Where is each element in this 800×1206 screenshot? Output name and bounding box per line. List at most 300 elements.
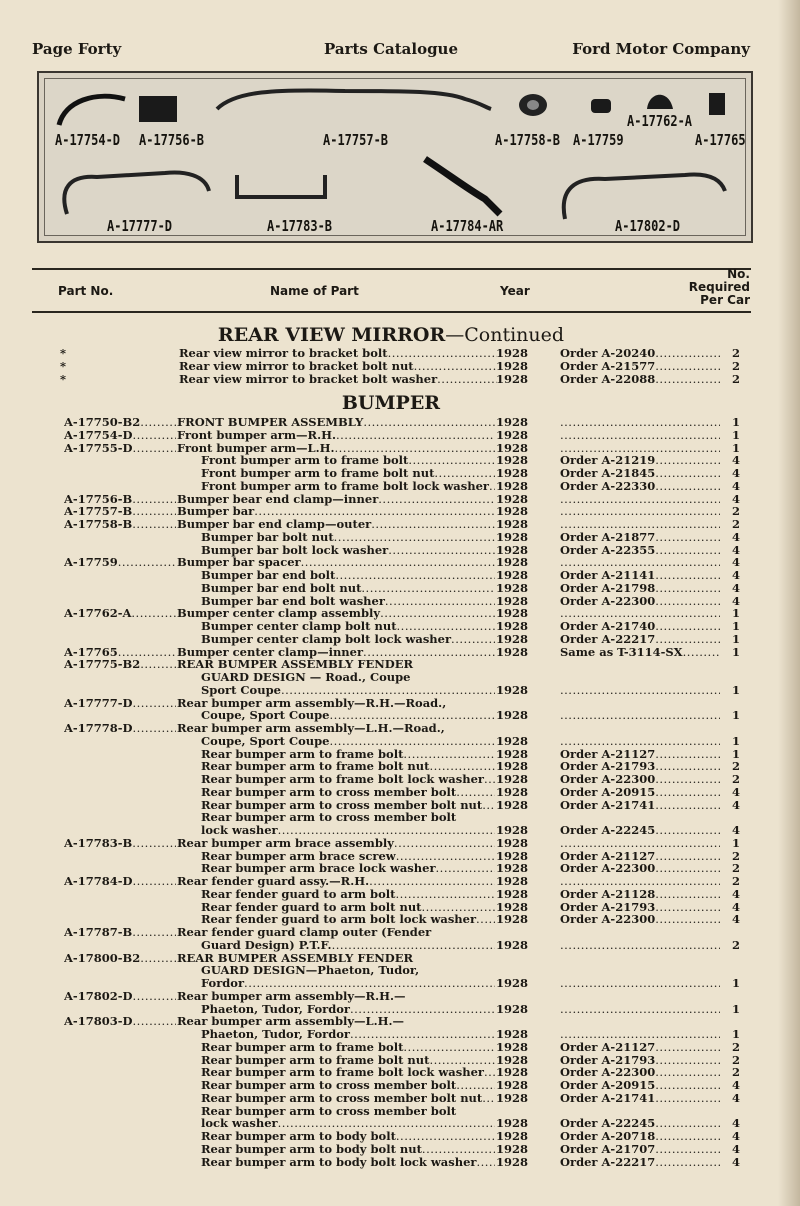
part-year: 1928 bbox=[496, 492, 529, 506]
part-number: A-17777-D ..... bbox=[64, 697, 176, 710]
part-name: Rear bumper arm to body bolt nut ..... bbox=[201, 1143, 495, 1156]
part-name: Bumper bar end bolt washer ..... bbox=[201, 595, 495, 608]
part-year: 1928 bbox=[496, 467, 529, 480]
part-year: 1928 bbox=[496, 900, 529, 914]
parts-row bbox=[0, 1117, 782, 1130]
part-year: 1928 bbox=[496, 785, 529, 799]
part-name: Bumper bar end clamp—outer ..... bbox=[177, 518, 495, 531]
part-name: Bumper bar bolt lock washer ..... bbox=[201, 544, 495, 557]
part-year: 1928 bbox=[496, 862, 529, 876]
order-ref: Order A-21577 ..... bbox=[560, 360, 720, 373]
part-year: 1928 bbox=[496, 645, 529, 659]
qty-required: 4 bbox=[731, 467, 740, 480]
plate-label: A-17783-B bbox=[267, 217, 333, 235]
parts-row bbox=[0, 544, 782, 557]
parts-row bbox=[0, 620, 782, 633]
part-number: A-17755-D ..... bbox=[64, 442, 176, 455]
part-year: 1928 bbox=[496, 1053, 529, 1067]
qty-required: 4 bbox=[731, 887, 740, 901]
parts-row bbox=[0, 646, 782, 659]
part-year: 1928 bbox=[496, 359, 529, 373]
qty-required: 4 bbox=[731, 1142, 740, 1156]
part-year: 1928 bbox=[496, 1066, 529, 1080]
parts-row bbox=[0, 531, 782, 544]
order-ref: Order A-20915 ..... bbox=[560, 786, 720, 799]
part-name: Bumper center clamp—inner ..... bbox=[177, 646, 495, 659]
part-drawing-17765 bbox=[709, 93, 725, 115]
part-year: 1928 bbox=[496, 760, 529, 774]
parts-row bbox=[0, 607, 782, 620]
part-year: 1928 bbox=[496, 505, 529, 519]
part-name: Rear bumper arm to body bolt lock washer ..... bbox=[201, 1156, 495, 1169]
part-year: 1928 bbox=[496, 607, 529, 621]
part-year: 1928 bbox=[496, 1028, 529, 1041]
part-name: Rear bumper arm assembly—L.H.— bbox=[177, 1015, 404, 1029]
qty-required: 1 bbox=[731, 747, 740, 761]
order-ref bbox=[560, 684, 720, 697]
part-name: Rear bumper arm to frame bolt nut ..... bbox=[201, 1054, 495, 1067]
order-ref: Order A-21141 ..... bbox=[560, 569, 720, 582]
part-name: Rear bumper arm to frame bolt ..... bbox=[201, 748, 495, 761]
part-year: 1928 bbox=[496, 518, 529, 531]
parts-drawings bbox=[45, 79, 749, 239]
col-name-of-part: Name of Part bbox=[270, 284, 359, 298]
part-name: Rear fender guard to arm bolt lock washer ..... bbox=[201, 913, 495, 926]
order-ref: Order A-21740 ..... bbox=[560, 620, 720, 633]
part-year: 1928 bbox=[496, 977, 529, 990]
order-ref: Order A-20915 ..... bbox=[560, 1079, 720, 1092]
part-number: A-17778-D ..... bbox=[64, 722, 176, 735]
plate-label: A-17765 bbox=[695, 131, 746, 149]
order-ref bbox=[560, 493, 720, 506]
qty-required: 2 bbox=[731, 359, 740, 373]
order-ref: Order A-21793 ..... bbox=[560, 760, 720, 773]
order-ref bbox=[560, 505, 720, 518]
qty-required: 4 bbox=[731, 581, 740, 595]
parts-row bbox=[0, 977, 782, 990]
part-drawing-17756 bbox=[139, 96, 177, 122]
qty-required: 1 bbox=[731, 620, 740, 633]
parts-row bbox=[0, 939, 782, 952]
parts-row bbox=[0, 1041, 782, 1054]
catalogue-title: Parts Catalogue bbox=[323, 40, 459, 58]
part-number: A-17750-B2 ..... bbox=[64, 416, 176, 429]
order-ref bbox=[560, 939, 720, 952]
part-year: 1928 bbox=[496, 428, 529, 442]
part-year: 1928 bbox=[496, 709, 529, 723]
part-name: lock washer ..... bbox=[201, 824, 495, 837]
order-ref: Order A-22088 ..... bbox=[560, 373, 720, 386]
parts-row bbox=[0, 760, 782, 773]
order-ref: Order A-21707 ..... bbox=[560, 1143, 720, 1156]
part-name: Bumper bar end bolt ..... bbox=[201, 569, 495, 582]
part-number: A-17765 ..... bbox=[64, 646, 176, 659]
part-name: Bumper bar spacer ..... bbox=[177, 556, 495, 569]
part-year: 1928 bbox=[496, 1040, 529, 1054]
order-ref: Order A-20718 ..... bbox=[560, 1130, 720, 1143]
parts-row bbox=[0, 799, 782, 812]
part-year: 1928 bbox=[496, 824, 529, 837]
part-year: 1928 bbox=[496, 581, 529, 595]
part-year: 1928 bbox=[496, 887, 529, 901]
parts-row bbox=[0, 952, 782, 965]
part-name: Rear bumper arm to cross member bolt nut ..... bbox=[201, 1092, 495, 1105]
part-number: * bbox=[60, 347, 67, 360]
parts-row bbox=[0, 773, 782, 786]
part-name: Front bumper arm—L.H. ..... bbox=[177, 442, 495, 455]
part-year: 1928 bbox=[496, 1155, 529, 1169]
order-ref: Order A-21877 ..... bbox=[560, 531, 720, 544]
part-year: 1928 bbox=[496, 594, 529, 608]
mirror-title: REAR VIEW MIRROR bbox=[217, 324, 446, 346]
parts-row bbox=[0, 1079, 782, 1092]
part-drawing-17777 bbox=[64, 173, 209, 214]
parts-row bbox=[0, 786, 782, 799]
part-drawing-17802 bbox=[564, 175, 725, 219]
order-ref: Order A-22300 ..... bbox=[560, 773, 720, 786]
order-ref: Order A-21219 ..... bbox=[560, 454, 720, 467]
order-ref: Order A-22217 ..... bbox=[560, 1156, 720, 1169]
part-year: 1928 bbox=[496, 556, 529, 570]
part-name: Rear fender guard to arm bolt ..... bbox=[201, 888, 495, 901]
parts-row bbox=[0, 582, 782, 595]
parts-row bbox=[0, 1143, 782, 1156]
part-drawing-17754 bbox=[59, 96, 125, 125]
parts-row bbox=[0, 1003, 782, 1016]
header-rule-top bbox=[32, 268, 751, 270]
part-drawing-17762 bbox=[647, 95, 673, 109]
qty-required: 4 bbox=[731, 824, 740, 837]
order-ref bbox=[560, 518, 720, 531]
qty-required: 4 bbox=[731, 454, 740, 468]
parts-row bbox=[0, 1054, 782, 1067]
part-year: 1928 bbox=[496, 1130, 529, 1143]
order-ref bbox=[560, 875, 720, 888]
part-name: REAR BUMPER ASSEMBLY FENDER bbox=[177, 951, 414, 965]
order-ref: Order A-22330 ..... bbox=[560, 480, 720, 493]
qty-required: 1 bbox=[731, 1002, 740, 1016]
company-name: Ford Motor Company bbox=[572, 40, 750, 58]
part-name: Rear bumper arm to body bolt ..... bbox=[201, 1130, 495, 1143]
parts-row bbox=[0, 442, 782, 455]
col-req-line2: Required bbox=[688, 280, 750, 294]
part-year: 1928 bbox=[496, 747, 529, 761]
order-ref bbox=[560, 837, 720, 850]
parts-row bbox=[0, 671, 782, 684]
part-name: Rear fender guard clamp outer (Fender bbox=[177, 926, 432, 939]
part-year: 1928 bbox=[496, 875, 529, 888]
parts-row bbox=[0, 1156, 782, 1169]
part-name: Phaeton, Tudor, Fordor ..... bbox=[201, 1003, 495, 1016]
parts-row bbox=[0, 467, 782, 480]
part-name: Rear bumper arm brace lock washer ..... bbox=[201, 862, 495, 875]
qty-required: 2 bbox=[731, 875, 740, 888]
part-year: 1928 bbox=[496, 913, 529, 927]
part-number: A-17762-A ..... bbox=[64, 607, 176, 620]
qty-required: 4 bbox=[731, 1130, 740, 1143]
qty-required: 1 bbox=[731, 645, 740, 659]
part-name: Rear bumper arm to frame bolt lock washer ..... bbox=[201, 1066, 495, 1079]
qty-required: 1 bbox=[731, 416, 740, 429]
part-name: Front bumper arm to frame bolt ..... bbox=[201, 454, 495, 467]
col-year: Year bbox=[500, 284, 530, 298]
part-year: 1928 bbox=[496, 479, 529, 493]
parts-row bbox=[0, 556, 782, 569]
parts-row bbox=[0, 480, 782, 493]
order-ref: Order A-22300 ..... bbox=[560, 913, 720, 926]
part-year: 1928 bbox=[496, 620, 529, 633]
qty-required: 4 bbox=[731, 1091, 740, 1105]
qty-required: 4 bbox=[731, 1155, 740, 1169]
part-year: 1928 bbox=[496, 1002, 529, 1016]
parts-row bbox=[0, 811, 782, 824]
parts-illustration-plate bbox=[37, 71, 753, 243]
part-number: A-17756-B ..... bbox=[64, 493, 176, 506]
part-drawing-17784 bbox=[425, 159, 500, 214]
order-ref: Order A-21798 ..... bbox=[560, 582, 720, 595]
col-part-no: Part No. bbox=[58, 284, 114, 298]
qty-required: 2 bbox=[731, 1053, 740, 1067]
part-name: Bumper bear end clamp—inner ..... bbox=[177, 493, 495, 506]
parts-row bbox=[0, 1105, 782, 1118]
parts-row bbox=[0, 633, 782, 646]
part-number: A-17759 ..... bbox=[64, 556, 176, 569]
part-name: Coupe, Sport Coupe ..... bbox=[201, 735, 495, 748]
qty-required: 4 bbox=[731, 1117, 740, 1131]
parts-row bbox=[0, 1015, 782, 1028]
parts-row bbox=[0, 901, 782, 914]
order-ref bbox=[560, 977, 720, 990]
qty-required: 1 bbox=[731, 977, 740, 990]
part-drawing-17758-hole bbox=[527, 100, 539, 110]
part-year: 1928 bbox=[496, 938, 529, 952]
header-rule-bottom bbox=[32, 311, 751, 313]
qty-required: 1 bbox=[731, 836, 740, 850]
qty-required: 4 bbox=[731, 785, 740, 799]
qty-required: 2 bbox=[731, 518, 740, 531]
part-number: A-17802-D ..... bbox=[64, 990, 176, 1003]
part-number: A-17784-D ..... bbox=[64, 875, 176, 888]
parts-row bbox=[0, 850, 782, 863]
order-ref: Order A-21793 ..... bbox=[560, 1054, 720, 1067]
part-name: Bumper center clamp bolt nut ..... bbox=[201, 620, 495, 633]
order-ref bbox=[560, 442, 720, 455]
parts-row bbox=[0, 416, 782, 429]
part-name: Sport Coupe ..... bbox=[201, 684, 495, 697]
qty-required: 2 bbox=[731, 347, 740, 360]
part-name: Rear bumper arm assembly—L.H.—Road., bbox=[177, 722, 445, 735]
part-name: Rear bumper arm to cross member bolt ..... bbox=[201, 786, 495, 799]
part-name: Rear bumper arm to cross member bolt ..... bbox=[201, 1079, 495, 1092]
qty-required: 4 bbox=[731, 479, 740, 493]
qty-required: 2 bbox=[731, 372, 740, 386]
parts-row bbox=[0, 518, 782, 531]
order-ref: Order A-21741 ..... bbox=[560, 799, 720, 812]
parts-row bbox=[0, 684, 782, 697]
parts-row bbox=[0, 862, 782, 875]
part-name: Rear view mirror to bracket bolt ..... bbox=[179, 347, 497, 360]
part-year: 1928 bbox=[496, 530, 529, 544]
parts-row bbox=[0, 360, 782, 373]
part-name: Front bumper arm to frame bolt nut ..... bbox=[201, 467, 495, 480]
part-year: 1928 bbox=[496, 441, 529, 455]
part-name: Bumper bar end bolt nut ..... bbox=[201, 582, 495, 595]
qty-required: 1 bbox=[731, 1028, 740, 1041]
part-number: A-17754-D ..... bbox=[64, 429, 176, 442]
part-name: Rear bumper arm to frame bolt lock washer ..... bbox=[201, 773, 495, 786]
qty-required: 1 bbox=[731, 734, 740, 748]
parts-row bbox=[0, 837, 782, 850]
part-year: 1928 bbox=[496, 347, 529, 360]
order-ref bbox=[560, 429, 720, 442]
part-year: 1928 bbox=[496, 1079, 529, 1092]
parts-row bbox=[0, 748, 782, 761]
plate-label: A-17762-A bbox=[627, 112, 693, 130]
parts-row bbox=[0, 1092, 782, 1105]
part-drawing-17757 bbox=[217, 90, 491, 109]
parts-row bbox=[0, 373, 782, 386]
part-name: FRONT BUMPER ASSEMBLY ..... bbox=[177, 416, 495, 429]
qty-required: 4 bbox=[731, 900, 740, 914]
part-name: Rear bumper arm to cross member bolt bbox=[201, 811, 457, 825]
col-req-line3: Per Car bbox=[700, 293, 750, 307]
part-name: Rear bumper arm assembly—R.H.— bbox=[177, 989, 406, 1003]
mirror-continued: —Continued bbox=[445, 324, 565, 346]
parts-row bbox=[0, 1028, 782, 1041]
order-ref: Order A-20240 ..... bbox=[560, 347, 720, 360]
part-number: A-17775-B2 ..... bbox=[64, 658, 176, 671]
parts-row bbox=[0, 709, 782, 722]
parts-row bbox=[0, 1066, 782, 1079]
qty-required: 4 bbox=[731, 569, 740, 582]
part-year: 1928 bbox=[496, 683, 529, 697]
qty-required: 1 bbox=[731, 428, 740, 442]
qty-required: 4 bbox=[731, 913, 740, 927]
part-name: Coupe, Sport Coupe ..... bbox=[201, 709, 495, 722]
plate-label: A-17756-B bbox=[139, 131, 205, 149]
parts-row bbox=[0, 347, 782, 360]
qty-required: 2 bbox=[731, 849, 740, 863]
parts-row bbox=[0, 888, 782, 901]
qty-required: 1 bbox=[731, 441, 740, 455]
order-ref: Order A-21127 ..... bbox=[560, 1041, 720, 1054]
parts-row bbox=[0, 429, 782, 442]
order-ref bbox=[560, 556, 720, 569]
part-name: Rear bumper arm brace assembly ..... bbox=[177, 837, 495, 850]
part-name: Rear view mirror to bracket bolt nut ..... bbox=[179, 360, 497, 373]
part-year: 1928 bbox=[496, 454, 529, 468]
order-ref: Order A-22217 ..... bbox=[560, 633, 720, 646]
part-number: A-17803-D ..... bbox=[64, 1015, 176, 1028]
qty-required: 1 bbox=[731, 607, 740, 621]
part-name: Bumper bar bolt nut ..... bbox=[201, 531, 495, 544]
qty-required: 2 bbox=[731, 773, 740, 786]
order-ref: Order A-22300 ..... bbox=[560, 595, 720, 608]
part-name: lock washer ..... bbox=[201, 1117, 495, 1130]
qty-required: 4 bbox=[731, 530, 740, 544]
parts-row bbox=[0, 658, 782, 671]
order-ref: Order A-21793 ..... bbox=[560, 901, 720, 914]
plate-label: A-17777-D bbox=[107, 217, 173, 235]
parts-row bbox=[0, 990, 782, 1003]
parts-row bbox=[0, 697, 782, 710]
part-year: 1928 bbox=[496, 543, 529, 557]
plate-label: A-17757-B bbox=[323, 131, 389, 149]
part-year: 1928 bbox=[496, 1117, 529, 1131]
part-name: Fordor ..... bbox=[201, 977, 495, 990]
qty-required: 4 bbox=[731, 543, 740, 557]
section-title-mirror bbox=[0, 324, 782, 346]
order-ref: Order A-21128 ..... bbox=[560, 888, 720, 901]
order-ref: Order A-22300 ..... bbox=[560, 862, 720, 875]
parts-row bbox=[0, 1130, 782, 1143]
part-year: 1928 bbox=[496, 1142, 529, 1156]
qty-required: 4 bbox=[731, 594, 740, 608]
parts-row bbox=[0, 735, 782, 748]
part-number: A-17800-B2 ..... bbox=[64, 952, 176, 965]
part-name: Rear fender guard assy.—R.H. ..... bbox=[177, 875, 495, 888]
order-ref: Order A-21127 ..... bbox=[560, 850, 720, 863]
part-year: 1928 bbox=[496, 734, 529, 748]
part-year: 1928 bbox=[496, 1091, 529, 1105]
plate-label: A-17802-D bbox=[615, 217, 681, 235]
order-ref bbox=[560, 1028, 720, 1041]
qty-required: 4 bbox=[731, 492, 740, 506]
part-name: Rear bumper arm brace screw ..... bbox=[201, 850, 495, 863]
order-ref: Order A-22245 ..... bbox=[560, 824, 720, 837]
part-name: REAR BUMPER ASSEMBLY FENDER bbox=[177, 658, 414, 672]
part-name: Bumper center clamp assembly ..... bbox=[177, 607, 495, 620]
plate-label: A-17759 bbox=[573, 131, 624, 149]
order-ref bbox=[560, 709, 720, 722]
part-name: Rear bumper arm to cross member bolt nut ..... bbox=[201, 799, 495, 812]
col-required-per-car bbox=[670, 268, 750, 307]
part-year: 1928 bbox=[496, 372, 529, 386]
parts-row bbox=[0, 964, 782, 977]
order-ref bbox=[560, 1003, 720, 1016]
section-title-bumper: BUMPER bbox=[341, 392, 441, 414]
parts-row bbox=[0, 505, 782, 518]
plate-label: A-17754-D bbox=[55, 131, 121, 149]
parts-row bbox=[0, 454, 782, 467]
part-year: 1928 bbox=[496, 569, 529, 582]
part-number: * bbox=[60, 372, 67, 386]
col-req-line1: No. bbox=[727, 267, 750, 281]
qty-required: 4 bbox=[731, 556, 740, 570]
part-year: 1928 bbox=[496, 836, 529, 850]
qty-required: 2 bbox=[731, 760, 740, 774]
qty-required: 1 bbox=[731, 709, 740, 723]
order-ref bbox=[560, 735, 720, 748]
part-number: * bbox=[60, 359, 67, 373]
part-number: A-17757-B ..... bbox=[64, 505, 176, 518]
part-name: Rear bumper arm assembly—R.H.—Road., bbox=[177, 696, 447, 710]
qty-required: 2 bbox=[731, 862, 740, 876]
plate-label: A-17758-B bbox=[495, 131, 561, 149]
part-number: A-17758-B ..... bbox=[64, 518, 176, 531]
order-ref: Order A-21127 ..... bbox=[560, 748, 720, 761]
part-year: 1928 bbox=[496, 798, 529, 812]
part-name: Front bumper arm to frame bolt lock washer ..... bbox=[201, 480, 495, 493]
part-name: Bumper center clamp bolt lock washer ..... bbox=[201, 633, 495, 646]
part-name: GUARD DESIGN—Phaeton, Tudor, bbox=[201, 964, 420, 978]
order-ref: Order A-22245 ..... bbox=[560, 1117, 720, 1130]
plate-inner-frame bbox=[44, 78, 746, 236]
part-number: A-17783-B ..... bbox=[64, 837, 176, 850]
qty-required: 2 bbox=[731, 938, 740, 952]
page-number: Page Forty bbox=[32, 40, 122, 58]
part-drawing-17759 bbox=[591, 99, 611, 113]
